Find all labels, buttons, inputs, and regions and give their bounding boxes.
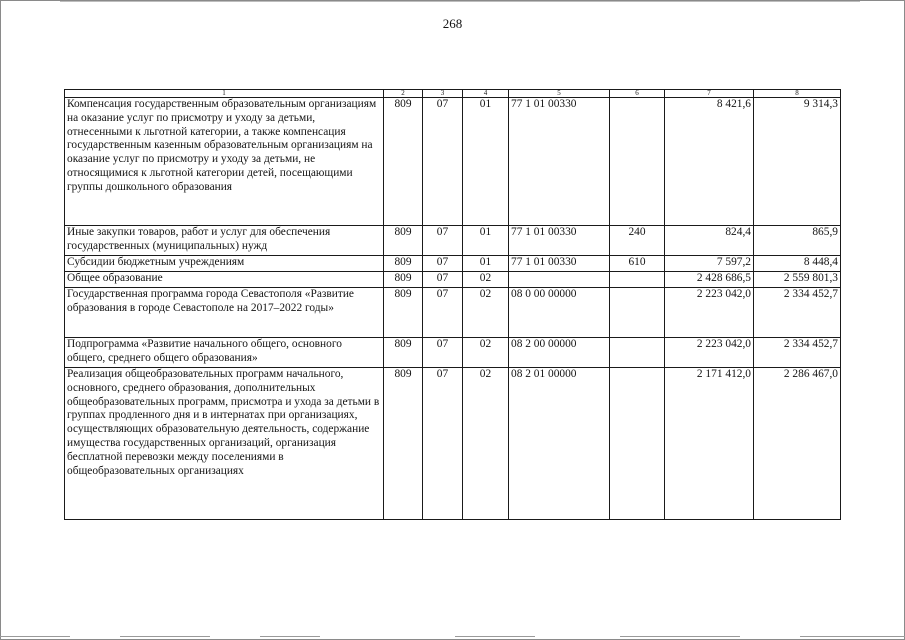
target-article-code: [509, 272, 610, 288]
table-row: [65, 338, 841, 368]
row-name: Общее образование: [65, 272, 384, 288]
subsection-code: 02: [463, 272, 509, 288]
amount-year-2: 9 314,3: [754, 98, 841, 226]
target-article-code: 77 1 01 00330: [509, 98, 610, 226]
table-row: [65, 288, 841, 338]
subsection-code: 02: [463, 338, 509, 368]
target-article-code: 08 2 00 00000: [509, 338, 610, 368]
amount-year-1: 2 223 042,0: [665, 338, 754, 368]
row-name: Государственная программа города Севастополя «Развитие образования в городе Севастополе на 2017–2022 годы»: [65, 288, 384, 338]
dept-code: 809: [384, 368, 423, 520]
dept-code: 809: [384, 256, 423, 272]
column-number: 1: [65, 90, 384, 98]
column-number: 3: [423, 90, 463, 98]
row-name: Субсидии бюджетным учреждениям: [65, 256, 384, 272]
table-row: [65, 98, 841, 226]
column-number: 4: [463, 90, 509, 98]
dept-code: 809: [384, 288, 423, 338]
table-row: [65, 272, 841, 288]
target-article-code: 08 0 00 00000: [509, 288, 610, 338]
table-row: [65, 368, 841, 520]
column-number: 8: [754, 90, 841, 98]
column-number: 6: [610, 90, 665, 98]
amount-year-2: 8 448,4: [754, 256, 841, 272]
column-number: 5: [509, 90, 610, 98]
amount-year-1: 7 597,2: [665, 256, 754, 272]
section-code: 07: [423, 368, 463, 520]
table-row: [65, 256, 841, 272]
section-code: 07: [423, 338, 463, 368]
amount-year-2: 2 286 467,0: [754, 368, 841, 520]
amount-year-2: 2 334 452,7: [754, 288, 841, 338]
table-row: [65, 226, 841, 256]
section-code: 07: [423, 272, 463, 288]
row-name: Реализация общеобразовательных программ начального, основного, среднего образования, дополнительных общеобразовательных программ, присмотра и ухода за детьми в группах продленного дня и в интернатах при организациях, осуществляющих образовательную деятельность, содержание имущества государственных организаций, организация бесплатной перевозки между поселениями в общеобразовательных организациях: [65, 368, 384, 520]
row-name: Иные закупки товаров, работ и услуг для обеспечения государственных (муниципальных) нужд: [65, 226, 384, 256]
subsection-code: 02: [463, 368, 509, 520]
section-code: 07: [423, 226, 463, 256]
section-code: 07: [423, 98, 463, 226]
target-article-code: 77 1 01 00330: [509, 256, 610, 272]
expense-type-code: 240: [610, 226, 665, 256]
section-code: 07: [423, 288, 463, 338]
dept-code: 809: [384, 226, 423, 256]
amount-year-1: 2 223 042,0: [665, 288, 754, 338]
target-article-code: 77 1 01 00330: [509, 226, 610, 256]
row-name: Подпрограмма «Развитие начального общего, основного общего, среднего общего образования»: [65, 338, 384, 368]
column-number: 7: [665, 90, 754, 98]
amount-year-1: 2 428 686,5: [665, 272, 754, 288]
expense-type-code: [610, 338, 665, 368]
subsection-code: 02: [463, 288, 509, 338]
page-number: 268: [442, 16, 463, 31]
subsection-code: 01: [463, 256, 509, 272]
scan-artifact-top: [60, 1, 860, 2]
amount-year-1: 8 421,6: [665, 98, 754, 226]
column-number: 2: [384, 90, 423, 98]
amount-year-2: 2 559 801,3: [754, 272, 841, 288]
expense-type-code: [610, 272, 665, 288]
subsection-code: 01: [463, 226, 509, 256]
dept-code: 809: [384, 338, 423, 368]
scan-artifact-bottom: [0, 636, 905, 638]
amount-year-2: 865,9: [754, 226, 841, 256]
expense-type-code: [610, 288, 665, 338]
amount-year-2: 2 334 452,7: [754, 338, 841, 368]
row-name: Компенсация государственным образовательным организациям на оказание услуг по присмотру и уходу за детьми, отнесенными к льготной категории, а также компенсация государственным казенным образовательным организациям на оказание услуг по присмотру и уходу за детьми, не относящимися к льготной категории детей, посещающими группы дошкольного образования: [65, 98, 384, 226]
expense-type-code: [610, 98, 665, 226]
amount-year-1: 2 171 412,0: [665, 368, 754, 520]
expense-type-code: [610, 368, 665, 520]
section-code: 07: [423, 256, 463, 272]
budget-table: [64, 89, 841, 520]
dept-code: 809: [384, 98, 423, 226]
amount-year-1: 824,4: [665, 226, 754, 256]
column-number-row: [65, 90, 841, 98]
dept-code: 809: [384, 272, 423, 288]
target-article-code: 08 2 01 00000: [509, 368, 610, 520]
subsection-code: 01: [463, 98, 509, 226]
expense-type-code: 610: [610, 256, 665, 272]
